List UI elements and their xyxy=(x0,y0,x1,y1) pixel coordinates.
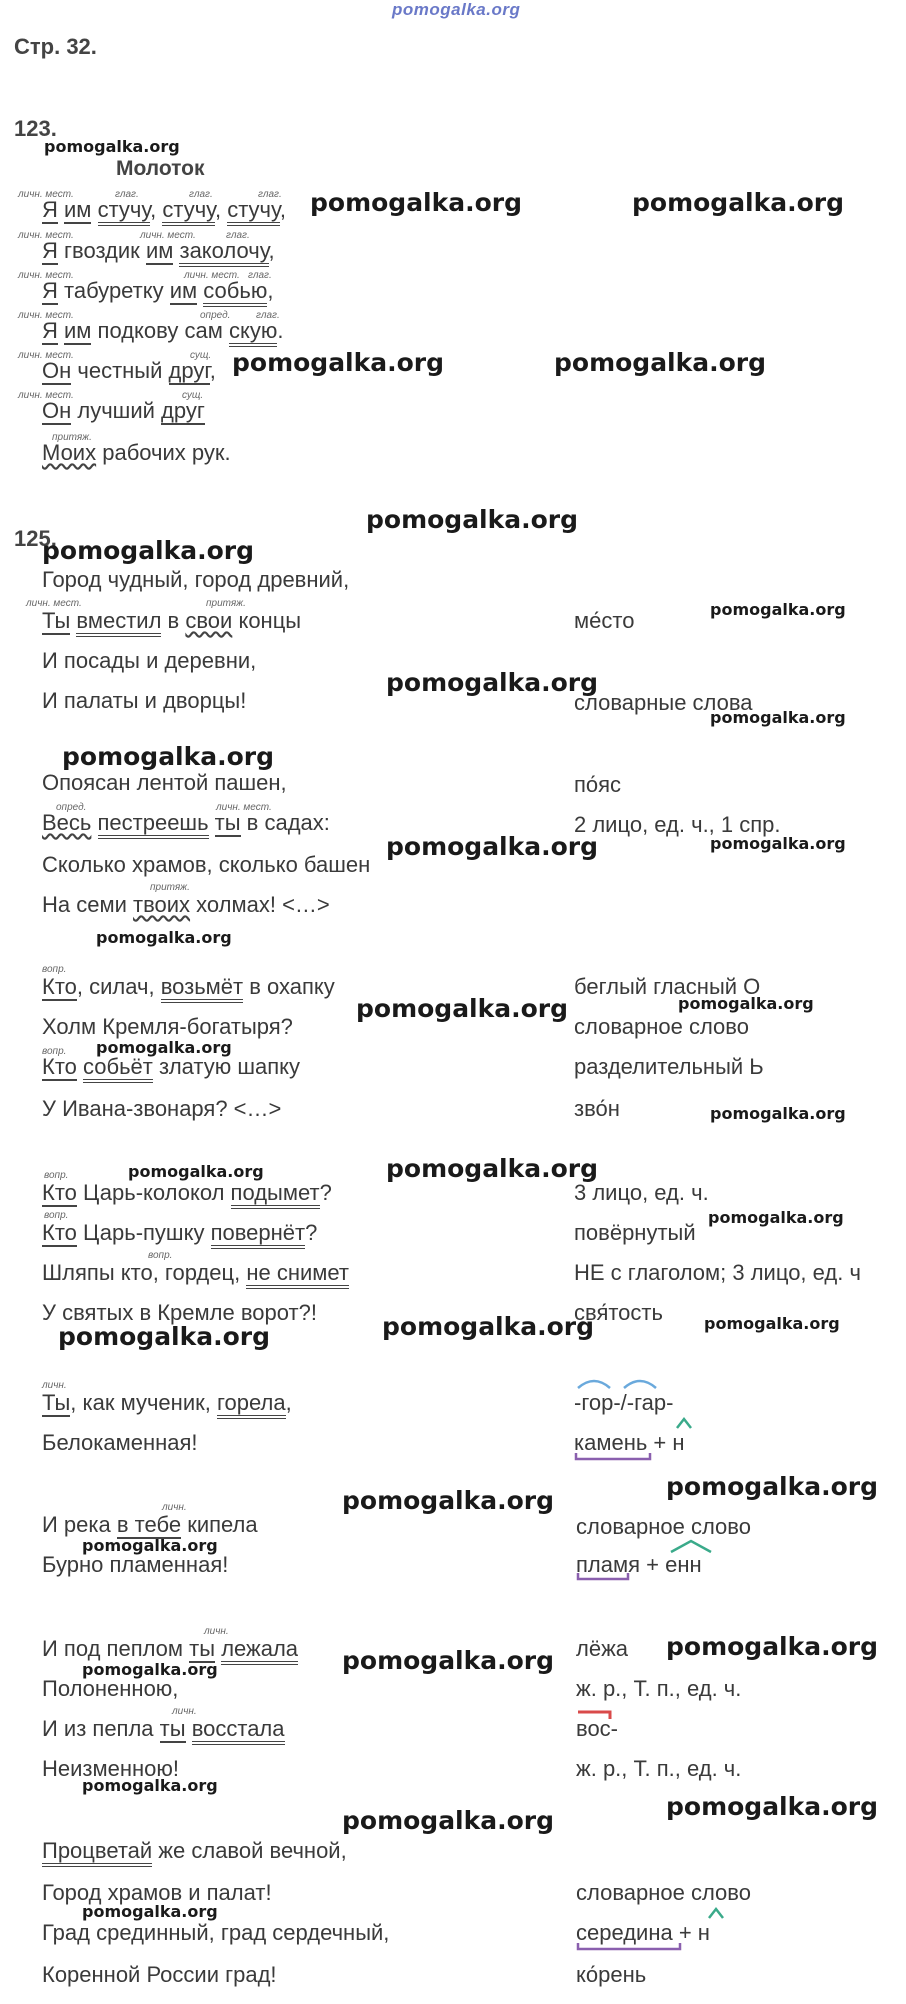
poem-line: Бурно пламенная! xyxy=(42,1552,229,1577)
poem-line: Ты вместил в свои концы xyxy=(42,608,301,634)
root-underline-mark xyxy=(576,1942,686,1952)
poem-line: На семи твоих холмах! <…> xyxy=(42,892,330,917)
grammar-tag: личн. мест. xyxy=(18,310,74,321)
watermark: pomogalka.org xyxy=(382,1312,595,1341)
note: беглый гласный О xyxy=(574,974,761,999)
watermark: pomogalka.org xyxy=(632,188,845,217)
watermark: pomogalka.org xyxy=(62,742,275,771)
grammar-tag: личн. мест. xyxy=(18,189,74,200)
watermark: pomogalka.org xyxy=(386,1154,599,1183)
grammar-tag: глаг. xyxy=(189,189,213,200)
poem-line: Я им подкову сам скую. xyxy=(42,318,283,344)
page-label: Стр. 32. xyxy=(14,34,97,59)
root-underline-mark xyxy=(576,1572,632,1582)
poem-line: Опоясан лентой пашен, xyxy=(42,770,287,795)
grammar-tag: опред. xyxy=(200,310,231,321)
note: зво́н xyxy=(574,1096,620,1121)
poem-line: Я гвоздик им заколочу, xyxy=(42,238,275,264)
grammar-tag: личн. xyxy=(42,1380,67,1391)
poem-line: Полоненною, xyxy=(42,1676,179,1701)
watermark-small: pomogalka.org xyxy=(710,834,846,853)
poem-line: Кто собьёт златую шапку xyxy=(42,1054,300,1080)
grammar-tag: опред. xyxy=(56,802,87,813)
note: 2 лицо, ед. ч., 1 спр. xyxy=(574,812,781,837)
grammar-tag: вопр. xyxy=(42,1046,67,1057)
poem-line: Весь пестреешь ты в садах: xyxy=(42,810,330,836)
poem-line: Коренной России град! xyxy=(42,1962,277,1987)
watermark-small: pomogalka.org xyxy=(704,1314,840,1333)
poem-title: Молоток xyxy=(116,157,205,180)
poem-line: И палаты и дворцы! xyxy=(42,688,247,713)
grammar-tag: личн. мест. xyxy=(18,270,74,281)
watermark-small: pomogalka.org xyxy=(708,1208,844,1227)
watermark: pomogalka.org xyxy=(356,994,569,1023)
note: вос- xyxy=(576,1716,619,1741)
grammar-tag: вопр. xyxy=(42,964,67,975)
watermark-small: pomogalka.org xyxy=(82,1536,218,1555)
note: ж. р., Т. п., ед. ч. xyxy=(576,1756,742,1781)
grammar-tag: личн. мест. xyxy=(18,390,74,401)
poem-line: Я табуретку им собью, xyxy=(42,278,273,304)
poem-line: Моих рабочих рук. xyxy=(42,440,231,465)
watermark: pomogalka.org xyxy=(342,1806,555,1835)
poem-line: Кто Царь-колокол подымет? xyxy=(42,1180,332,1206)
grammar-tag: личн. xyxy=(162,1502,187,1513)
grammar-tag: глаг. xyxy=(226,230,250,241)
grammar-tag: личн. мест. xyxy=(140,230,196,241)
exercise-123-number: 123. xyxy=(14,116,57,141)
watermark-small: pomogalka.org xyxy=(710,708,846,727)
poem-line: И посады и деревни, xyxy=(42,648,257,673)
grammar-tag: личн. мест. xyxy=(18,350,74,361)
note: словарное слово xyxy=(576,1514,751,1539)
poem-line: Ты, как мученик, горела, xyxy=(42,1390,292,1416)
watermark: pomogalka.org xyxy=(232,348,445,377)
note: ме́сто xyxy=(574,608,635,633)
grammar-tag: личн. мест. xyxy=(18,230,74,241)
poem-line: Он честный друг, xyxy=(42,358,216,383)
note: свя́тость xyxy=(574,1300,663,1325)
watermark: pomogalka.org xyxy=(42,536,255,565)
poem-line: Кто Царь-пушку повернёт? xyxy=(42,1220,317,1246)
note: ко́рень xyxy=(576,1962,647,1987)
note: по́яс xyxy=(574,772,622,797)
grammar-tag: глаг. xyxy=(256,310,280,321)
grammar-tag: личн. xyxy=(172,1706,197,1717)
grammar-tag: притяж. xyxy=(150,882,190,893)
watermark: pomogalka.org xyxy=(366,505,579,534)
watermark: pomogalka.org xyxy=(386,832,599,861)
poem-line: И из пепла ты восстала xyxy=(42,1716,285,1742)
poem-line: Шляпы кто, гордец, не снимет xyxy=(42,1260,349,1286)
grammar-tag: вопр. xyxy=(44,1210,69,1221)
grammar-tag: вопр. xyxy=(44,1170,69,1181)
grammar-tag: глаг. xyxy=(115,189,139,200)
watermark: pomogalka.org xyxy=(666,1632,879,1661)
grammar-tag: притяж. xyxy=(52,432,92,443)
watermark: pomogalka.org xyxy=(342,1486,555,1515)
note: разделительный Ь xyxy=(574,1054,764,1079)
grammar-tag: глаг. xyxy=(258,189,282,200)
watermark: pomogalka.org xyxy=(386,668,599,697)
grammar-tag: личн. мест. xyxy=(184,270,240,281)
suffix-mark xyxy=(706,1906,726,1920)
grammar-tag: притяж. xyxy=(206,598,246,609)
poem-line: Белокаменная! xyxy=(42,1430,198,1455)
poem-line: И под пеплом ты лежала xyxy=(42,1636,298,1662)
grammar-tag: глаг. xyxy=(248,270,272,281)
note: словарное слово xyxy=(576,1880,751,1905)
suffix-mark xyxy=(674,1416,694,1430)
note: камень + н xyxy=(574,1430,685,1455)
poem-line: У святых в Кремле ворот?! xyxy=(42,1300,317,1325)
watermark-small: pomogalka.org xyxy=(96,1038,232,1057)
root-arc-marks xyxy=(574,1374,670,1390)
grammar-tag: сущ. xyxy=(190,350,212,361)
note: повёрнутый xyxy=(574,1220,696,1245)
note: пламя + енн xyxy=(576,1552,702,1577)
poem-line: Город храмов и палат! xyxy=(42,1880,272,1905)
note: ж. р., Т. п., ед. ч. xyxy=(576,1676,742,1701)
watermark-small: pomogalka.org xyxy=(82,1902,218,1921)
note: лёжа xyxy=(576,1636,629,1661)
watermark: pomogalka.org xyxy=(310,188,523,217)
grammar-tag: личн. мест. xyxy=(216,802,272,813)
poem-line: Город чудный, город древний, xyxy=(42,567,350,592)
note: -гор-/-гар- xyxy=(574,1390,674,1415)
poem-line: Сколько храмов, сколько башен xyxy=(42,852,371,877)
watermark-small: pomogalka.org xyxy=(96,928,232,947)
root-underline-mark xyxy=(574,1452,654,1462)
watermark: pomogalka.org xyxy=(342,1646,555,1675)
watermark-small: pomogalka.org xyxy=(82,1776,218,1795)
grammar-tag: вопр. xyxy=(148,1250,173,1261)
poem-line: И река в тебе кипела xyxy=(42,1512,258,1537)
grammar-tag: личн. xyxy=(204,1626,229,1637)
watermark: pomogalka.org xyxy=(666,1472,879,1501)
poem-line: Неизменною! xyxy=(42,1756,180,1781)
poem-line: Процветай же славой вечной, xyxy=(42,1838,347,1864)
watermark-small: pomogalka.org xyxy=(82,1660,218,1679)
watermark: pomogalka.org xyxy=(554,348,767,377)
poem-line: Холм Кремля-богатыря? xyxy=(42,1014,293,1039)
poem-line: Град срединный, град сердечный, xyxy=(42,1920,390,1945)
watermark-small: pomogalka.org xyxy=(710,600,846,619)
poem-line: У Ивана-звонаря? <…> xyxy=(42,1096,282,1121)
watermark: pomogalka.org xyxy=(58,1322,271,1351)
note: словарные слова xyxy=(574,690,753,715)
poem-line: Кто, силач, возьмёт в охапку xyxy=(42,974,335,1000)
note: словарное слово xyxy=(574,1014,749,1039)
watermark: pomogalka.org xyxy=(666,1792,879,1821)
watermark-small: pomogalka.org xyxy=(128,1162,264,1181)
note: середина + н xyxy=(576,1920,710,1945)
note: 3 лицо, ед. ч. xyxy=(574,1180,709,1205)
watermark-small: pomogalka.org xyxy=(678,994,814,1013)
exercise-125-number: 125. xyxy=(14,526,57,551)
watermark-top: pomogalka.org xyxy=(392,0,521,19)
note: НЕ с глаголом; 3 лицо, ед. ч xyxy=(574,1260,861,1285)
watermark-small: pomogalka.org xyxy=(44,137,180,156)
grammar-tag: сущ. xyxy=(182,390,204,401)
poem-line: Он лучший друг xyxy=(42,398,205,423)
poem-line: Я им стучу, стучу, стучу, xyxy=(42,197,286,223)
grammar-tag: личн. мест. xyxy=(26,598,82,609)
watermark-small: pomogalka.org xyxy=(710,1104,846,1123)
